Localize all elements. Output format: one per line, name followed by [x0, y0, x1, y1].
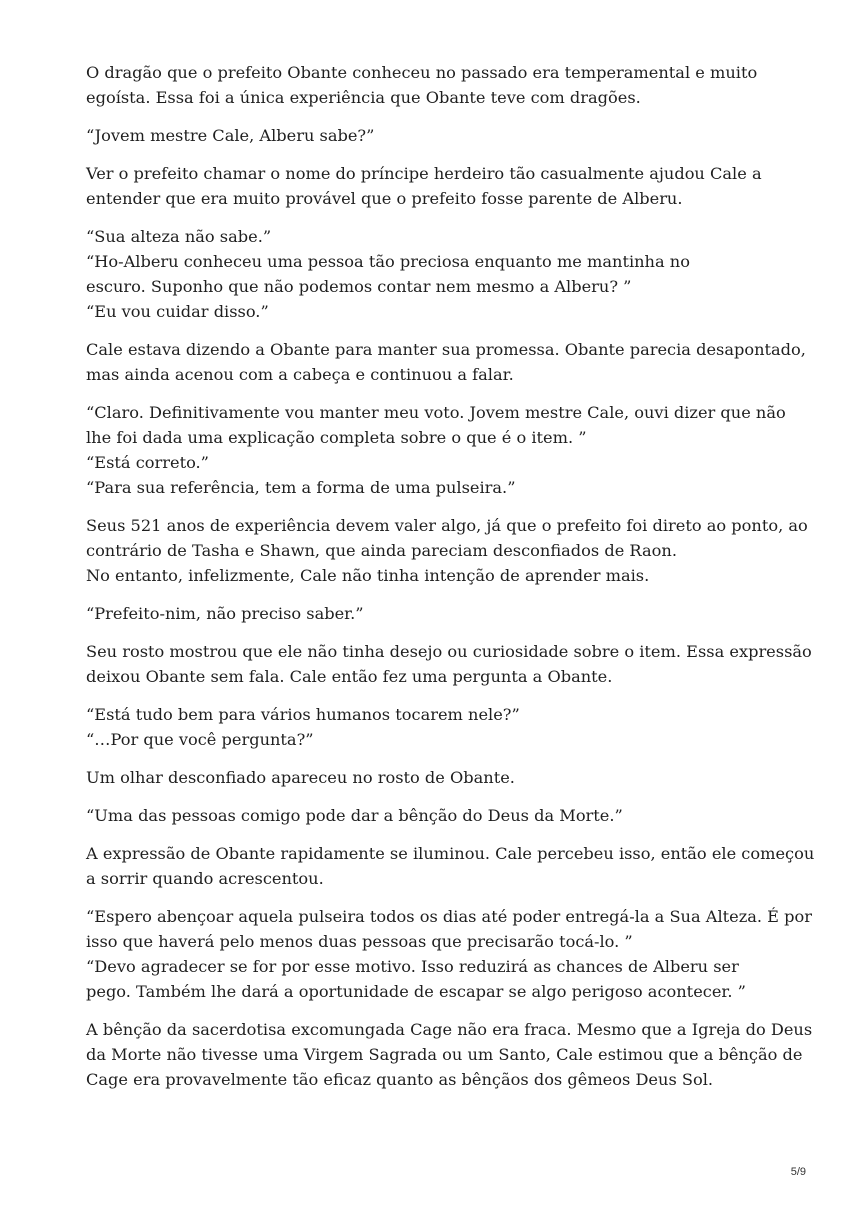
paragraph — [86, 337, 806, 387]
text-line: “Eu vou cuidar disso.” — [86, 302, 269, 321]
text-line: Um olhar desconfiado apareceu no rosto de Obante. — [86, 768, 515, 787]
text-line: escuro. Suponho que não podemos contar nem mesmo a Alberu? ” — [86, 277, 632, 296]
text-line: pego. Também lhe dará a oportunidade de escapar se algo perigoso acontecer. ” — [86, 982, 746, 1001]
paragraph — [86, 639, 812, 689]
text-line: “Claro. Definitivamente vou manter meu voto. Jovem mestre Cale, ouvi dizer que não — [86, 403, 786, 422]
text-line: “Para sua referência, tem a forma de uma pulseira.” — [86, 478, 516, 497]
text-line: Cale estava dizendo a Obante para manter sua promessa. Obante parecia desapontado, — [86, 340, 806, 359]
text-line: A expressão de Obante rapidamente se iluminou. Cale percebeu isso, então ele começou — [86, 844, 815, 863]
paragraph — [86, 1017, 813, 1092]
text-line: deixou Obante sem fala. Cale então fez uma pergunta a Obante. — [86, 667, 613, 686]
text-line: Seu rosto mostrou que ele não tinha desejo ou curiosidade sobre o item. Essa expressão — [86, 642, 812, 661]
text-line: da Morte não tivesse uma Virgem Sagrada ou um Santo, Cale estimou que a bênção de — [86, 1045, 803, 1064]
paragraph — [86, 224, 786, 324]
paragraph — [86, 841, 815, 891]
paragraph — [86, 702, 786, 752]
paragraph — [86, 513, 808, 588]
text-line: A bênção da sacerdotisa excomungada Cage não era fraca. Mesmo que a Igreja do Deus — [86, 1020, 813, 1039]
text-line: lhe foi dada uma explicação completa sobre o que é o item. ” — [86, 428, 587, 447]
text-line: a sorrir quando acrescentou. — [86, 869, 324, 888]
paragraph — [86, 601, 786, 626]
page-number: 5/9 — [790, 1166, 806, 1178]
text-line: “Está correto.” — [86, 453, 209, 472]
paragraph — [86, 765, 786, 790]
paragraph — [86, 803, 786, 828]
paragraph — [86, 161, 786, 211]
text-line: “…Por que você pergunta?” — [86, 730, 314, 749]
text-line: isso que haverá pelo menos duas pessoas que precisarão tocá-lo. ” — [86, 932, 633, 951]
document-body — [86, 60, 815, 1105]
text-line: “Espero abençoar aquela pulseira todos os dias até poder entregá-la a Sua Alteza. É por — [86, 907, 812, 926]
text-line: “Sua alteza não sabe.” — [86, 227, 272, 246]
text-line: Ver o prefeito chamar o nome do príncipe herdeiro tão casualmente ajudou Cale a — [86, 164, 762, 183]
text-line: “Está tudo bem para vários humanos tocarem nele?” — [86, 705, 520, 724]
text-line: Seus 521 anos de experiência devem valer algo, já que o prefeito foi direto ao ponto, ao — [86, 516, 808, 535]
paragraph — [86, 400, 786, 500]
paragraph — [86, 904, 812, 1004]
text-line: No entanto, infelizmente, Cale não tinha intenção de aprender mais. — [86, 566, 650, 585]
text-line: “Prefeito-nim, não preciso saber.” — [86, 604, 364, 623]
paragraph — [86, 60, 786, 110]
paragraph — [86, 123, 786, 148]
text-line: mas ainda acenou com a cabeça e continuou a falar. — [86, 365, 514, 384]
text-line: O dragão que o prefeito Obante conheceu no passado era temperamental e muito — [86, 63, 758, 82]
text-line: “Jovem mestre Cale, Alberu sabe?” — [86, 126, 375, 145]
text-line: “Ho-Alberu conheceu uma pessoa tão preciosa enquanto me mantinha no — [86, 252, 690, 271]
text-line: “Devo agradecer se for por esse motivo. Isso reduzirá as chances de Alberu ser — [86, 957, 739, 976]
text-line: egoísta. Essa foi a única experiência que Obante teve com dragões. — [86, 88, 641, 107]
text-line: Cage era provavelmente tão eficaz quanto as bênçãos dos gêmeos Deus Sol. — [86, 1070, 714, 1089]
text-line: entender que era muito provável que o prefeito fosse parente de Alberu. — [86, 189, 683, 208]
text-line: “Uma das pessoas comigo pode dar a bênção do Deus da Morte.” — [86, 806, 623, 825]
text-line: contrário de Tasha e Shawn, que ainda pareciam desconfiados de Raon. — [86, 541, 677, 560]
